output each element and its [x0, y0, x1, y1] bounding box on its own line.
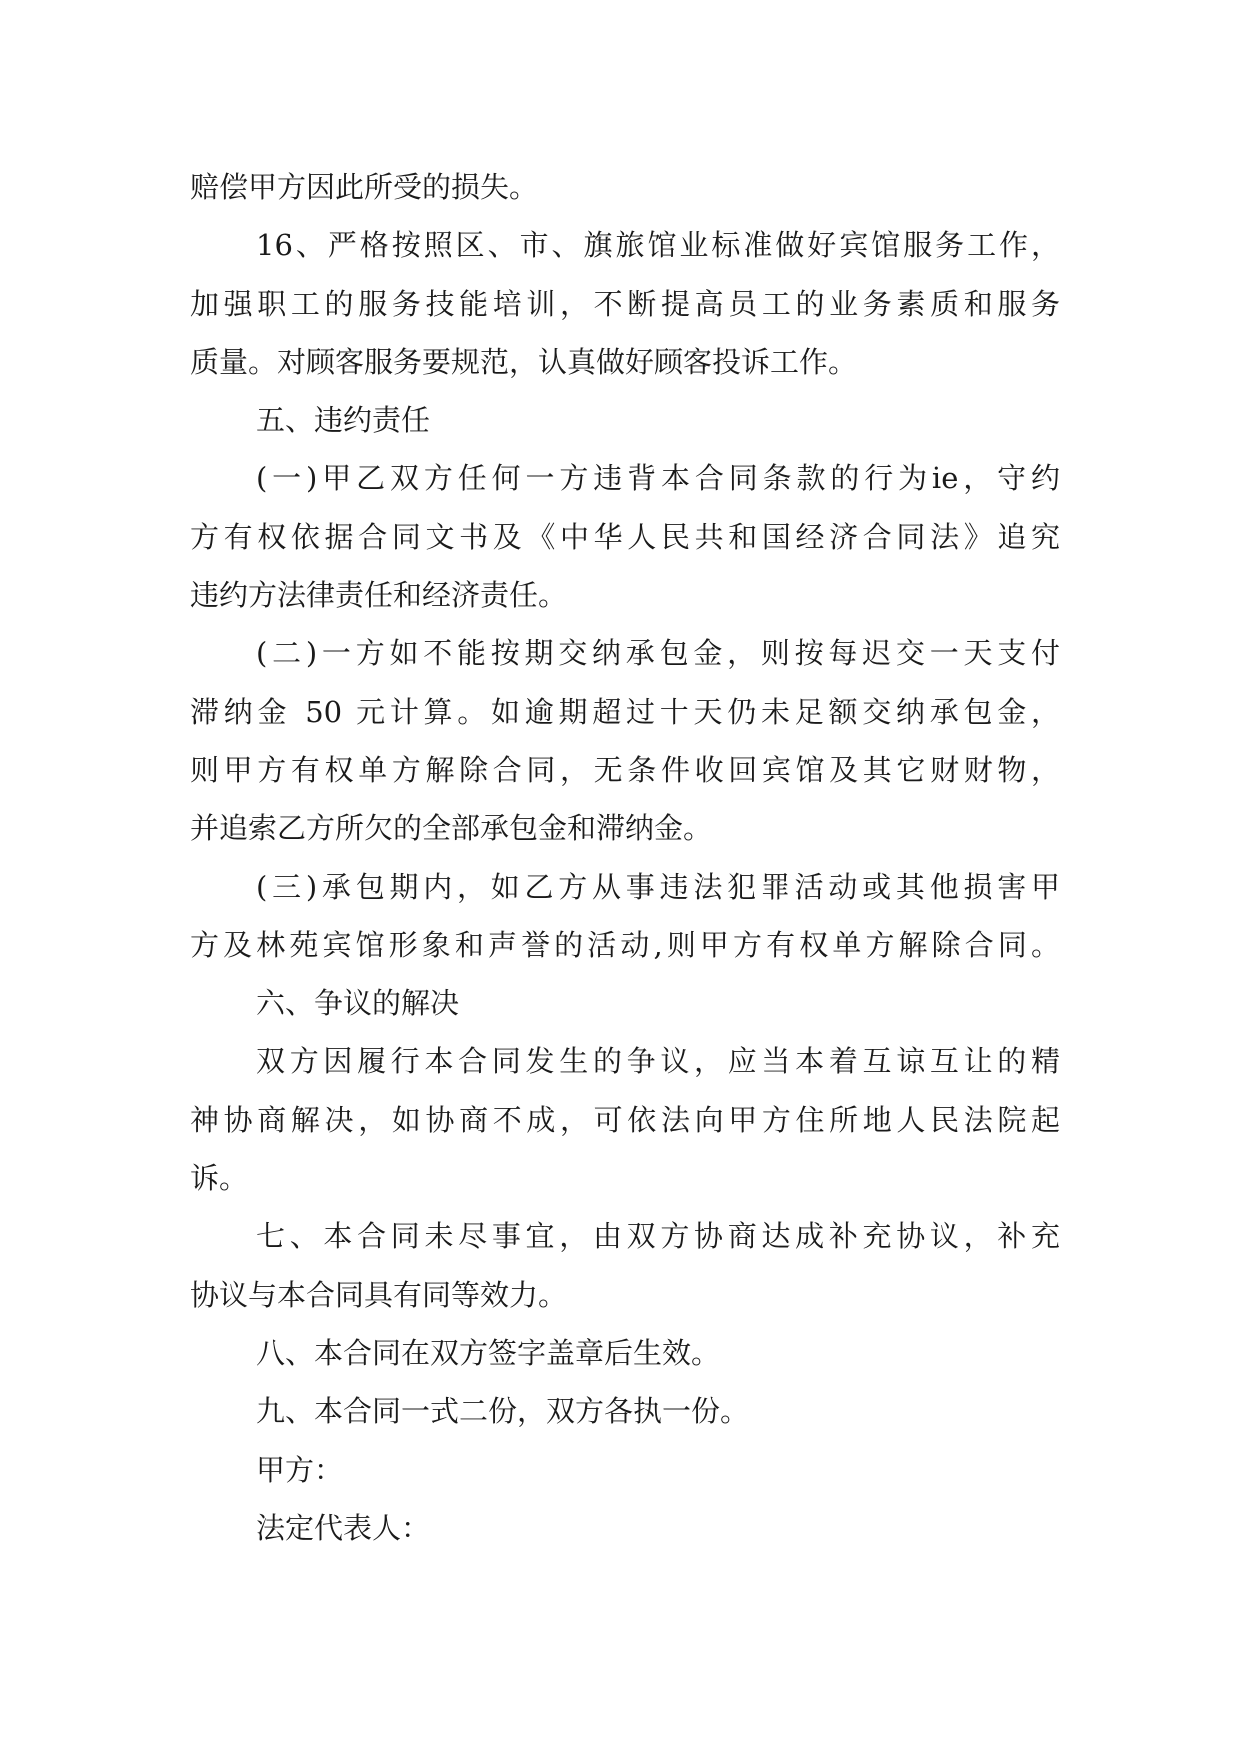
text-line: 加强职工的服务技能培训，不断提高员工的业务素质和服务 [190, 286, 1060, 321]
text-line: 则甲方有权单方解除合同，无条件收回宾馆及其它财财物， [190, 752, 1060, 787]
text-line: 协议与本合同具有同等效力。 [190, 1277, 568, 1312]
text-line: 滞纳金 50 元计算。如逾期超过十天仍未足额交纳承包金， [190, 694, 1060, 729]
text-line: (一)甲乙双方任何一方违背本合同条款的行为ie，守约 [256, 461, 1060, 496]
text-line: 诉。 [190, 1161, 249, 1196]
text-line: 并追索乙方所欠的全部承包金和滞纳金。 [190, 811, 713, 846]
text-line: 违约方法律责任和经济责任。 [190, 578, 568, 613]
document-page [190, 158, 1060, 1557]
text-line: 方有权依据合同文书及《中华人民共和国经济合同法》追究 [190, 519, 1060, 554]
text-line: 质量。对顾客服务要规范，认真做好顾客投诉工作。 [190, 344, 858, 379]
text-line: 九、本合同一式二份，双方各执一份。 [256, 1394, 750, 1429]
section-heading: 六、争议的解决 [256, 986, 460, 1021]
signature-label-party-a: 甲方： [256, 1452, 344, 1487]
text-line: 七、本合同未尽事宜，由双方协商达成补充协议，补充 [256, 1219, 1060, 1254]
text-line: 赔偿甲方因此所受的损失。 [190, 170, 539, 204]
text-line: (二)一方如不能按期交纳承包金，则按每迟交一天支付 [256, 636, 1060, 671]
text-line: (三)承包期内，如乙方从事违法犯罪活动或其他损害甲 [256, 869, 1060, 904]
text-line: 八、本合同在双方签字盖章后生效。 [256, 1335, 721, 1370]
text-line: 16、严格按照区、市、旗旅馆业标准做好宾馆服务工作， [256, 228, 1060, 263]
text-line: 双方因履行本合同发生的争议，应当本着互谅互让的精 [256, 1044, 1060, 1079]
signature-label-legal-representative: 法定代表人： [256, 1510, 431, 1545]
text-line: 神协商解决，如协商不成，可依法向甲方住所地人民法院起 [190, 1102, 1060, 1137]
section-heading: 五、违约责任 [256, 403, 431, 438]
text-line: 方及林苑宾馆形象和声誉的活动,则甲方有权单方解除合同。 [190, 927, 1060, 962]
